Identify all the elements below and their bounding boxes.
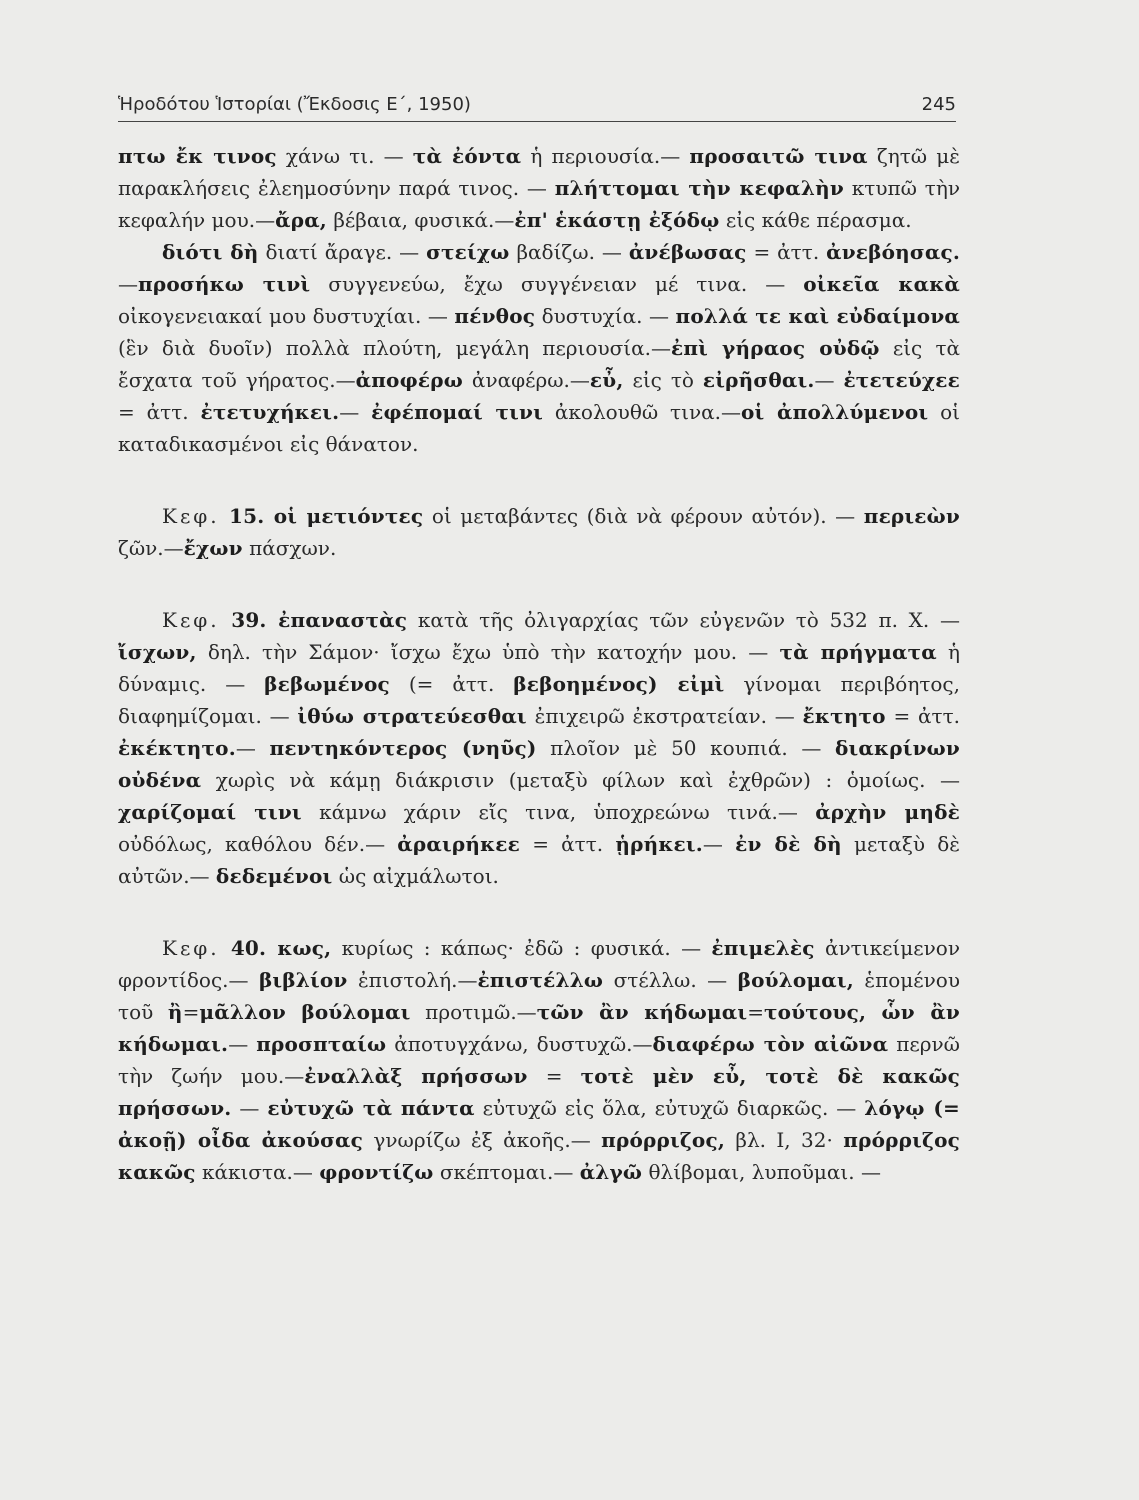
lemma: προσήκω τινὶ	[138, 272, 311, 296]
gloss-text: ἑπομένου τοῦ	[118, 968, 961, 1024]
lemma: χαρίζομαί τινι	[118, 800, 302, 824]
lemma: δεδεμένοι	[215, 864, 333, 888]
lemma: 40. κως,	[219, 936, 332, 960]
running-header	[118, 94, 956, 122]
lemma: ἀνεβόησας.	[826, 240, 960, 264]
gloss-text: κάκιστα.—	[195, 1160, 320, 1184]
lemma: τὰ πρήγματα	[779, 640, 937, 664]
lemma: προσαιτῶ τινα	[689, 144, 868, 168]
lemma: ἴσχων,	[118, 640, 197, 664]
gloss-text: οὐδόλως, καθόλου δέν.—	[118, 832, 398, 856]
gloss-text: ἀποτυγχάνω, δυστυχῶ.—	[386, 1032, 653, 1056]
gloss-text: ὡς αἰχμάλωτοι.	[332, 864, 499, 888]
chapter-label: Κεφ.	[162, 936, 220, 960]
gloss-text: προτιμῶ.—	[410, 1000, 537, 1024]
gloss-text: ἀντικείμενον φροντίδος.—	[118, 936, 960, 992]
lemma: εἰρῆσθαι.	[702, 368, 815, 392]
gloss-text: κτυπῶ τὴν κεφαλήν μου.—	[118, 176, 960, 232]
gloss-text: = ἀττ.	[885, 704, 961, 728]
gloss-text: =	[527, 1064, 581, 1088]
lemma: διότι δὴ	[162, 240, 259, 264]
lemma: ἐκέκτητο.	[118, 736, 236, 760]
gloss-text: ἐπιχειρῶ ἐκστρατείαν. —	[526, 704, 803, 728]
lemma: εὖ,	[589, 368, 624, 392]
gloss-text: =	[747, 1000, 765, 1024]
gloss-text: εἰς κάθε πέρασμα.	[719, 208, 912, 232]
gloss-text: =	[182, 1000, 200, 1024]
lemma: τῶν ἂν κήδωμαι	[536, 1000, 748, 1024]
lemma: ἢ	[167, 1000, 183, 1024]
lemma: τοτὲ μὲν εὖ, τοτὲ δὲ κακῶς πρήσσων.	[118, 1064, 960, 1120]
gloss-text: (= ἀττ.	[389, 672, 514, 696]
paragraph	[118, 604, 960, 892]
lemma: ἰθύω στρατεύεσθαι	[297, 704, 527, 728]
lemma: ἀλγῶ	[579, 1160, 643, 1184]
lemma: ἐπιστέλλω	[477, 968, 604, 992]
lemma: ἀραιρήκεε	[397, 832, 521, 856]
lemma: τὰ ἐόντα	[412, 144, 522, 168]
lemma: ἔκτητο	[802, 704, 886, 728]
gloss-text: βέβαια, φυσικά.—	[326, 208, 515, 232]
page-number: 245	[921, 94, 956, 115]
gloss-text: μεταξὺ δὲ αὐτῶν.—	[118, 832, 961, 888]
gloss-text: σκέπτομαι.—	[433, 1160, 580, 1184]
lemma: ἔχων	[183, 536, 243, 560]
chapter-label: Κεφ.	[162, 608, 220, 632]
gloss-text: ἡ περιουσία.—	[521, 144, 690, 168]
lemma: ᾑρήκει.	[615, 832, 703, 856]
gloss-text: περνῶ τὴν ζωήν μου.—	[118, 1032, 960, 1088]
gloss-text: χάνω τι. —	[276, 144, 413, 168]
lemma: στείχω	[426, 240, 510, 264]
lemma: ἀρχὴν μηδὲ	[815, 800, 961, 824]
gloss-text: οἰκογενειακαί μου δυστυχίαι. —	[118, 304, 455, 328]
paragraph	[118, 140, 960, 236]
gloss-text: εἰς τὰ ἔσχατα τοῦ γήρατος.—	[118, 336, 961, 392]
header-title: Ἡροδότου Ἱστορίαι (Ἔκδοσις Ε΄, 1950)	[118, 94, 471, 115]
lemma: φροντίζω	[319, 1160, 434, 1184]
paragraph	[118, 932, 960, 1188]
lemma: ἐτετυχήκει.	[200, 400, 340, 424]
gloss-text: οἱ μεταβάντες (διὰ νὰ φέρουν αὐτόν). —	[423, 504, 864, 528]
paragraph	[118, 236, 960, 460]
gloss-text: ζῶν.—	[118, 536, 184, 560]
lemma: πένθος	[454, 304, 536, 328]
lemma: περιεὼν	[863, 504, 960, 528]
lemma: προσπταίω	[256, 1032, 387, 1056]
lemma: διαφέρω τὸν αἰῶνα	[652, 1032, 889, 1056]
gloss-text: δηλ. τὴν Σάμον· ἴσχω ἔχω ὑπὸ τὴν κατοχήν μου. —	[196, 640, 780, 664]
lemma: 39. ἐπαναστὰς	[219, 608, 408, 632]
lemma: βεβοημένος) εἰμὶ	[513, 672, 725, 696]
gloss-text: ἀναφέρω.—	[462, 368, 590, 392]
lemma: πολλά τε καὶ εὐδαίμονα	[675, 304, 960, 328]
gloss-text: ἡ δύναμις. —	[118, 640, 961, 696]
lemma: οἰκεῖα κακὰ	[803, 272, 960, 296]
gloss-text: βλ. Ι, 32·	[725, 1128, 844, 1152]
gloss-text: —	[231, 1096, 268, 1120]
lemma: εὐτυχῶ τὰ πάντα	[267, 1096, 475, 1120]
lemma: ἐπὶ γήραος οὐδῷ	[670, 336, 880, 360]
lemma: ἀνέβωσας	[628, 240, 747, 264]
lemma: ἀποφέρω	[355, 368, 463, 392]
lemma: 15. οἱ μετιόντες	[219, 504, 424, 528]
gloss-text: θλίβομαι, λυποῦμαι. —	[642, 1160, 881, 1184]
gloss-text: κυρίως : κάπως· ἐδῶ : φυσικά. —	[331, 936, 712, 960]
gloss-text: = ἀττ.	[520, 832, 616, 856]
gloss-text: κάμνω χάριν εἴς τινα, ὑποχρεώνω τινά.—	[301, 800, 816, 824]
gloss-text: συγγενεύω, ἔχω συγγένειαν μέ τινα. —	[310, 272, 804, 296]
page-body	[118, 140, 960, 1188]
lemma: πεντηκόντερος (νηῦς)	[269, 736, 537, 760]
gloss-text: —	[228, 1032, 257, 1056]
gloss-text: κατὰ τῆς ὀλιγαρχίας τῶν εὐγενῶν τὸ 532 π. Χ. —	[407, 608, 960, 632]
lemma: πτω ἔκ τινος	[118, 144, 277, 168]
chapter-label: Κεφ.	[162, 504, 220, 528]
gloss-text: —	[118, 272, 138, 296]
gloss-text: εὐτυχῶ εἰς ὅλα, εὐτυχῶ διαρκῶς. —	[474, 1096, 865, 1120]
gloss-text: —	[814, 368, 844, 392]
gloss-text: —	[339, 400, 372, 424]
lemma: ἄρα,	[275, 208, 327, 232]
lemma: βιβλίον	[258, 968, 348, 992]
gloss-text: ζητῶ μὲ παρακλήσεις ἐλεημοσύνην παρά τινος. —	[118, 144, 961, 200]
gloss-text: διατί ἄραγε. —	[258, 240, 427, 264]
lemma: ἐν δὲ δὴ	[735, 832, 842, 856]
lemma: διακρίνων οὐδένα	[118, 736, 960, 792]
gloss-text: γίνομαι περιβόητος, διαφημίζομαι. —	[118, 672, 960, 728]
gloss-text: (ἓν διὰ δυοῖν) πολλὰ πλούτη, μεγάλη περιουσία.—	[118, 336, 671, 360]
gloss-text: βαδίζω. —	[509, 240, 629, 264]
gloss-text: —	[702, 832, 736, 856]
lemma: πρόρριζος κακῶς	[118, 1128, 960, 1184]
gloss-text: = ἀττ.	[746, 240, 827, 264]
lemma: ἐναλλὰξ πρήσσων	[304, 1064, 528, 1088]
lemma: ἐτετεύχεε	[843, 368, 960, 392]
gloss-text: οἱ καταδικασμένοι εἰς θάνατον.	[118, 400, 960, 456]
gloss-text: εἰς τὸ	[623, 368, 703, 392]
paragraph	[118, 500, 960, 564]
lemma: βεβωμένος	[264, 672, 390, 696]
lemma: μᾶλλον βούλομαι	[199, 1000, 411, 1024]
gloss-text: δυστυχία. —	[535, 304, 676, 328]
lemma: τούτους, ὧν ἂν κήδωμαι.	[118, 1000, 960, 1056]
lemma: λόγῳ (= ἀκοῇ) οἶδα ἀκούσας	[118, 1096, 961, 1152]
gloss-text: χωρὶς νὰ κάμῃ διάκρισιν (μεταξὺ φίλων καὶ ἐχθρῶν) : ὁμοίως. —	[201, 768, 960, 792]
lemma: βούλομαι,	[737, 968, 854, 992]
gloss-text: = ἀττ.	[118, 400, 201, 424]
lemma: ἐπ' ἑκάστῃ ἐξόδῳ	[514, 208, 720, 232]
gloss-text: —	[235, 736, 270, 760]
gloss-text: στέλλω. —	[603, 968, 738, 992]
lemma: οἱ ἀπολλύμενοι	[740, 400, 929, 424]
gloss-text: ἐπιστολή.—	[347, 968, 478, 992]
gloss-text: πλοῖον μὲ 50 κουπιά. —	[536, 736, 836, 760]
lemma: πρόρριζος,	[601, 1128, 725, 1152]
lemma: πλήττομαι τὴν κεφαλὴν	[554, 176, 844, 200]
gloss-text: ἀκολουθῶ τινα.—	[543, 400, 741, 424]
lemma: ἐπιμελὲς	[711, 936, 815, 960]
gloss-text: γνωρίζω ἐξ ἀκοῆς.—	[363, 1128, 602, 1152]
lemma: ἐφέπομαί τινι	[371, 400, 544, 424]
gloss-text: πάσχων.	[242, 536, 337, 560]
